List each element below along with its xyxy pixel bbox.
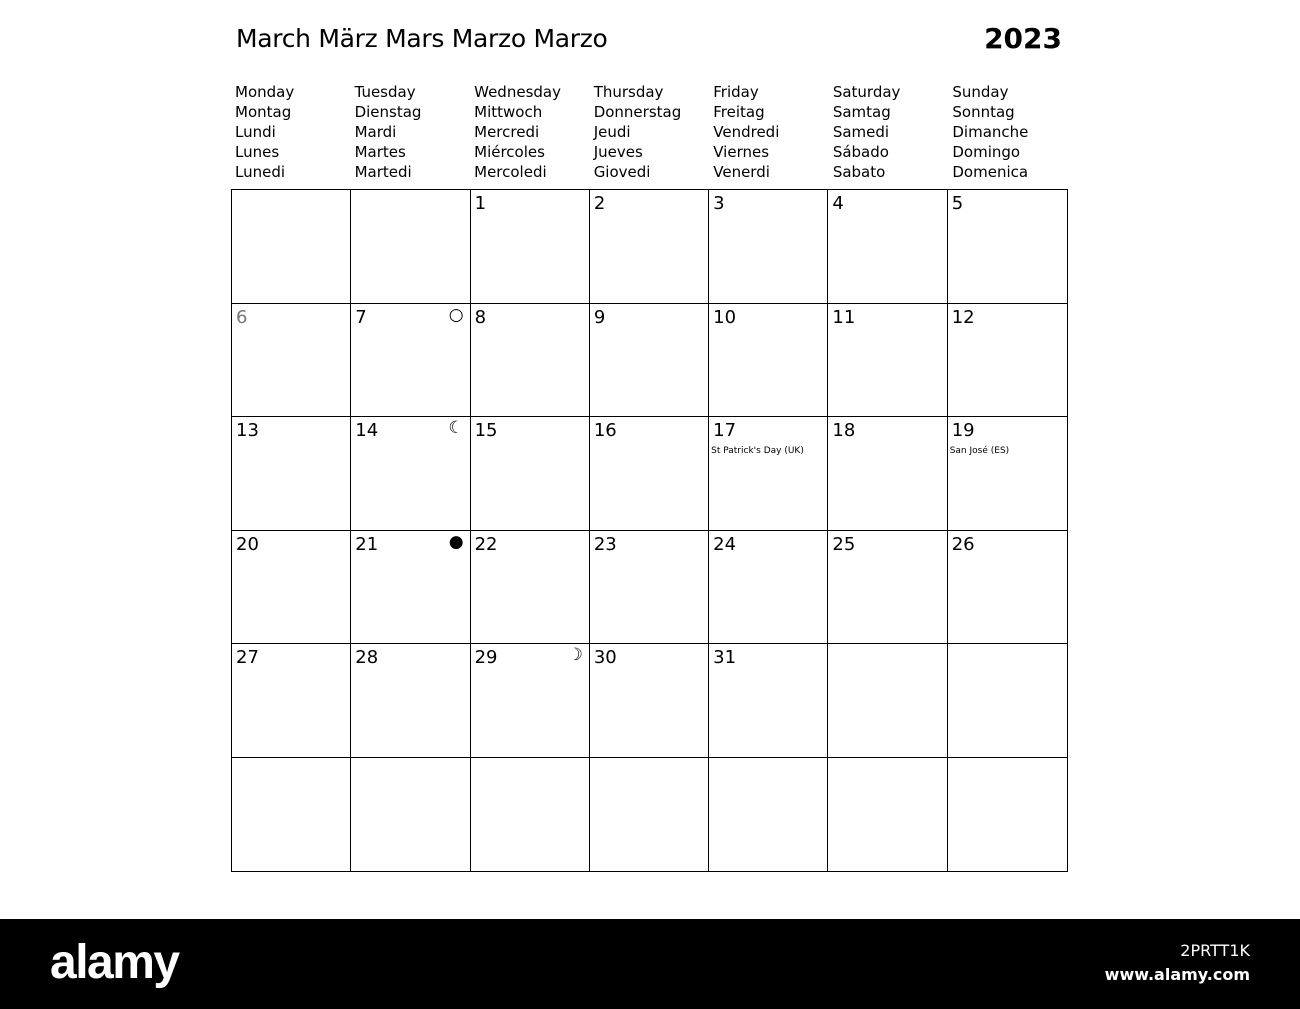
day-number: 10 xyxy=(713,306,737,328)
day-cell-20 xyxy=(232,531,351,645)
day-number: 5 xyxy=(951,193,964,214)
day-cell-27 xyxy=(232,644,351,758)
day-number: 7 xyxy=(355,306,367,328)
weekday-label: Miércoles xyxy=(474,143,545,161)
day-number: 26 xyxy=(951,533,975,555)
day-cell-22 xyxy=(471,531,590,645)
weekday-column-monday xyxy=(231,82,351,182)
day-number: 11 xyxy=(832,306,856,328)
weekday-label: Venerdi xyxy=(713,163,770,181)
day-cell-9 xyxy=(590,304,709,418)
weekday-label: Sábado xyxy=(832,143,889,161)
day-number: 29 xyxy=(474,647,498,668)
weekday-label: Mercredi xyxy=(474,123,540,141)
site-url: www.alamy.com xyxy=(1104,965,1250,984)
day-cell-23 xyxy=(590,531,709,645)
weekday-label: Samtag xyxy=(832,103,891,121)
holiday-label: St Patrick's Day (UK) xyxy=(711,446,804,456)
day-cell-empty xyxy=(828,644,947,758)
day-cell-24 xyxy=(709,531,828,645)
calendar-title: March März Mars Marzo Marzo xyxy=(236,24,608,53)
alamy-logo: alamy xyxy=(50,936,179,989)
day-cell-7 xyxy=(351,304,470,418)
weekday-label: Martes xyxy=(354,143,406,161)
day-number: 22 xyxy=(474,533,498,555)
day-number: 21 xyxy=(355,533,379,555)
day-cell-25 xyxy=(828,531,947,645)
weekday-label: Freitag xyxy=(713,103,765,121)
day-cell-empty xyxy=(232,758,351,872)
day-number: 28 xyxy=(355,647,379,668)
weekday-column-wednesday xyxy=(470,82,590,182)
day-cell-8 xyxy=(471,304,590,418)
weekday-label: Friday xyxy=(713,83,759,101)
weekday-column-tuesday xyxy=(351,82,471,182)
day-cell-4 xyxy=(828,190,947,304)
weekday-column-thursday xyxy=(590,82,710,182)
day-cell-19 xyxy=(948,417,1067,531)
weekday-label: Mardi xyxy=(354,123,397,141)
day-number: 6 xyxy=(236,306,248,328)
day-cell-21 xyxy=(351,531,470,645)
weekday-label: Wednesday xyxy=(474,83,561,101)
weekday-label: Tuesday xyxy=(354,83,416,101)
calendar-grid xyxy=(231,189,1068,872)
weekday-header xyxy=(231,82,1068,182)
day-number: 16 xyxy=(593,420,617,441)
day-cell-6 xyxy=(232,304,351,418)
weekday-label: Lunes xyxy=(235,143,280,161)
image-id: 2PRTT1K xyxy=(1180,941,1250,960)
day-number: 27 xyxy=(236,647,259,668)
weekday-label: Lunedi xyxy=(235,163,286,181)
weekday-label: Martedi xyxy=(354,163,412,181)
day-cell-empty xyxy=(828,758,947,872)
day-number: 18 xyxy=(832,420,856,441)
day-number: 2 xyxy=(593,193,606,214)
weekday-column-friday xyxy=(709,82,829,182)
day-cell-30 xyxy=(590,644,709,758)
calendar-year: 2023 xyxy=(984,22,1062,55)
weekday-label: Sunday xyxy=(952,83,1009,101)
weekday-label: Jeudi xyxy=(593,123,631,141)
day-number: 1 xyxy=(474,193,487,214)
day-cell-empty xyxy=(709,758,828,872)
day-cell-empty xyxy=(948,644,1067,758)
day-cell-empty xyxy=(232,190,351,304)
day-cell-28 xyxy=(351,644,470,758)
day-number: 17 xyxy=(713,420,737,441)
day-number: 24 xyxy=(713,533,737,555)
day-number: 12 xyxy=(951,306,975,328)
weekday-label: Monday xyxy=(235,83,295,101)
day-number: 15 xyxy=(474,420,498,441)
day-cell-empty xyxy=(590,758,709,872)
day-cell-14 xyxy=(351,417,470,531)
weekday-label: Domingo xyxy=(952,143,1021,161)
weekday-label: Sabato xyxy=(832,163,886,181)
day-number: 14 xyxy=(355,420,379,441)
weekday-label: Samedi xyxy=(832,123,890,141)
day-cell-26 xyxy=(948,531,1067,645)
watermark-bar xyxy=(0,919,1300,1009)
day-number: 23 xyxy=(593,533,617,555)
weekday-label: Lundi xyxy=(235,123,276,141)
new-moon-icon: ● xyxy=(448,531,464,552)
weekday-label: Jueves xyxy=(593,143,643,161)
day-cell-29 xyxy=(471,644,590,758)
weekday-label: Montag xyxy=(235,103,292,121)
day-cell-empty xyxy=(351,190,470,304)
day-cell-5 xyxy=(948,190,1067,304)
weekday-label: Viernes xyxy=(713,143,770,161)
full-moon-icon: ○ xyxy=(448,304,464,325)
day-cell-13 xyxy=(232,417,351,531)
weekday-label: Vendredi xyxy=(713,123,780,141)
weekday-label: Mittwoch xyxy=(474,103,543,121)
day-number: 25 xyxy=(832,533,856,555)
day-number: 13 xyxy=(236,420,259,441)
day-cell-3 xyxy=(709,190,828,304)
holiday-label: San José (ES) xyxy=(949,446,1010,456)
weekday-label: Donnerstag xyxy=(593,103,682,121)
day-cell-15 xyxy=(471,417,590,531)
day-cell-2 xyxy=(590,190,709,304)
weekday-label: Sonntag xyxy=(952,103,1015,121)
day-cell-10 xyxy=(709,304,828,418)
day-cell-18 xyxy=(828,417,947,531)
weekday-label: Domenica xyxy=(952,163,1029,181)
day-number: 3 xyxy=(713,193,725,214)
day-number: 8 xyxy=(474,306,487,328)
day-cell-empty xyxy=(471,758,590,872)
day-cell-11 xyxy=(828,304,947,418)
first-quarter-icon: ☽ xyxy=(567,645,583,665)
weekday-column-saturday xyxy=(829,82,949,182)
day-cell-empty xyxy=(948,758,1067,872)
weekday-label: Dimanche xyxy=(952,123,1029,141)
weekday-label: Giovedi xyxy=(593,163,651,181)
day-number: 30 xyxy=(593,647,617,668)
day-number: 20 xyxy=(236,533,259,555)
day-number: 9 xyxy=(593,306,606,328)
day-number: 4 xyxy=(832,193,844,214)
last-quarter-icon: ☾ xyxy=(448,418,464,438)
day-cell-12 xyxy=(948,304,1067,418)
day-number: 31 xyxy=(713,647,737,668)
weekday-label: Mercoledi xyxy=(474,163,547,181)
day-cell-16 xyxy=(590,417,709,531)
weekday-label: Thursday xyxy=(593,83,664,101)
weekday-label: Saturday xyxy=(832,83,901,101)
weekday-column-sunday xyxy=(948,82,1068,182)
day-number: 19 xyxy=(951,420,975,441)
day-cell-31 xyxy=(709,644,828,758)
day-cell-1 xyxy=(471,190,590,304)
day-cell-empty xyxy=(351,758,470,872)
day-cell-17 xyxy=(709,417,828,531)
weekday-label: Dienstag xyxy=(354,103,422,121)
